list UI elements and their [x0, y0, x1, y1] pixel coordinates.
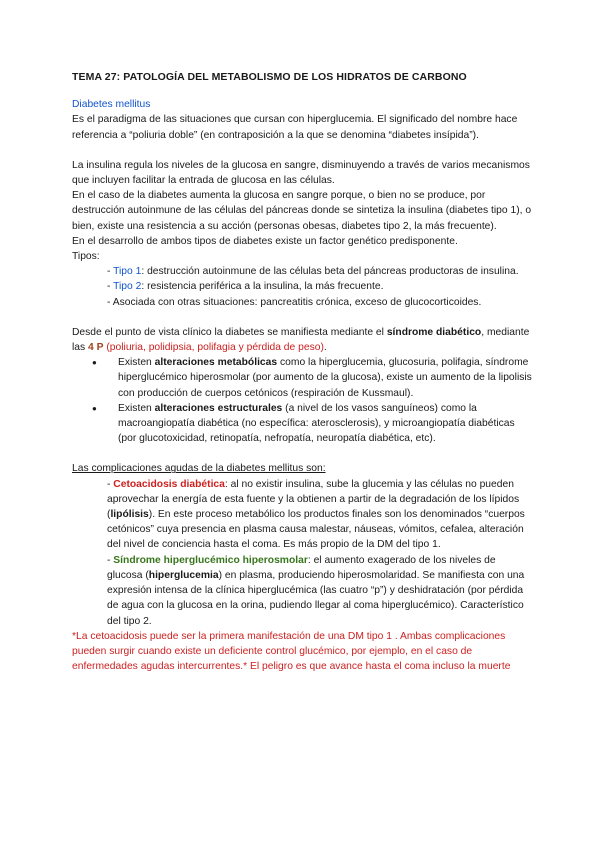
page-title: TEMA 27: PATOLOGÍA DEL METABOLISMO DE LOS HIDRATOS DE CARBONO: [72, 71, 467, 83]
complication-hiperosmolar: - Síndrome hiperglucémico hiperosmolar: el aumento exagerado de los niveles de glucosa (hiperglucemia) en plasma, produciendo hiperosmolaridad. Se manifiesta con una expresión intensa de la clínica hiperglucémica (las cuatro “p”) y deshidratación (por pérdida de agua con la glucosa en la orina, pudiendo llegar al coma hiperglucémico). Característico del tipo 2.: [107, 554, 525, 627]
four-p: 4 P: [88, 342, 104, 354]
tipo2-item: - Tipo 2: resistencia periférica a la insulina, la más frecuente.: [107, 281, 384, 293]
asociada-item: - Asociada con otras situaciones: pancreatitis crónica, exceso de glucocorticoides.: [107, 296, 482, 308]
tipo2-text: : resistencia periférica a la insulina, la más frecuente.: [141, 281, 384, 293]
bullet-structural: ● Existen alteraciones estructurales (a nivel de los vasos sanguíneos) como la macroangiopatía diabética (no específica: aterosclerosis), y microangiopatía diabéticas (por glucotoxicidad, retinopatía, nefropatía, neuropatía diabética, etc).: [72, 401, 532, 447]
bullet-metabolic: ● Existen alteraciones metabólicas como la hiperglucemia, glucosuria, polifagia, síndrome hiperglucémico hiperosmolar (por aumento de la glucosa), existe un aumento de la lipolisis con producción de cuerpos cetónicos (respiración de Kussmaul).: [72, 355, 532, 401]
complications-heading: Las complicaciones agudas de la diabetes mellitus son:: [72, 463, 326, 475]
tipo1-text: : destrucción autoinmune de las células beta del páncreas productoras de insulina.: [141, 266, 519, 278]
complications-note: *La cetoacidosis puede ser la primera manifestación de una DM tipo 1 . Ambas complicaciones pueden surgir cuando existe un deficiente control glucémico, por ejemplo, en el caso de enfermedades agudas intercurrentes.* El peligro es que avance hasta el coma incluso la muerte: [72, 630, 511, 673]
tipo1-item: - Tipo 1: destrucción autoinmune de las células beta del páncreas productoras de insulina.: [107, 266, 519, 278]
cetoacidosis-label: Cetoacidosis diabética: [113, 478, 225, 490]
clinical-paragraph: Desde el punto de vista clínico la diabetes se manifiesta mediante el síndrome diabético, mediante las 4 P (poliuria, polidipsia, polifagia y pérdida de peso).: [72, 326, 530, 354]
insulin-paragraph: La insulina regula los niveles de la glucosa en sangre, disminuyendo a través de varios mecanismos que incluyen facilitar la entrada de glucosa en las células.: [72, 159, 530, 187]
section-heading-diabetes: Diabetes mellitus: [72, 99, 151, 111]
tipos-label: Tipos:: [72, 251, 100, 263]
hiperosmolar-label: Síndrome hiperglucémico hiperosmolar: [113, 554, 308, 566]
sindrome-diabetico: síndrome diabético: [386, 326, 482, 338]
diabetes-cause-paragraph: En el caso de la diabetes aumenta la glucosa en sangre porque, o bien no se produce, por destrucción autoinmune de las células del páncreas donde se sintetiza la insulina (diabetes tipo 1), o bien, existe una resistencia a su acción (personas obesas, diabetes tipo 2, la más frecuente).: [72, 190, 532, 232]
intro-paragraph: Es el paradigma de las situaciones que cursan con hiperglucemia. El significado del nombre hace referencia a “poliuria doble” (en contraposición a la que se denomina “diabetes insípida”).: [72, 114, 518, 141]
tipo2-label: Tipo 2: [113, 281, 142, 293]
document-page: [72, 70, 532, 674]
tipo1-label: Tipo 1: [113, 266, 142, 278]
genetic-paragraph: En el desarrollo de ambos tipos de diabetes existe un factor genético predisponente.: [72, 235, 458, 247]
complication-cetoacidosis: - Cetoacidosis diabética: al no existir insulina, sube la glucemia y las células no pueden aprovechar la energía de esta fuente y la obtienen a partir de la degradación de los lípidos (lipólisis). En este proceso metabólico los productos finales son los denominados “cuerpos cetónicos” cuya presencia en plasma causa malestar, náuseas, vómitos, cefalea, alteración del nivel de conciencia hasta el coma. Es más propio de la DM del tipo 1.: [107, 478, 525, 551]
four-p-list: (poliuria, polidipsia, polifagia y pérdida de peso): [103, 342, 324, 354]
